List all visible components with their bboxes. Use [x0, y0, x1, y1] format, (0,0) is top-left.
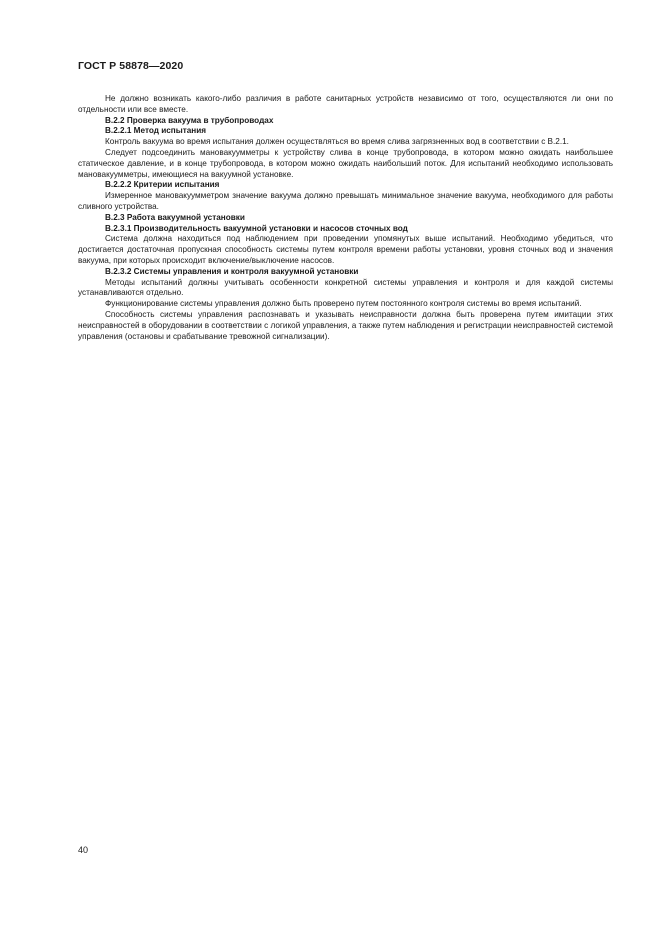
paragraph: Функционирование системы управления должно быть проверено путем постоянного контроля системы во время испытаний. [105, 299, 582, 309]
section-heading: В.2.3.2 Системы управления и контроля вакуумной установки [105, 266, 359, 276]
paragraph: Следует подсоединить мановакуумметры к устройству слива в конце трубопровода, в котором можно ожидать наибольшее статическое давление, и в конце трубопровода, в котором можно ожидать наибольший поток. Для испытаний необходимо использовать мановакуумметры, имеющиеся на вакуумной установке. [78, 147, 613, 179]
paragraph: Контроль вакуума во время испытания должен осуществляться во время слива загрязненных вод в соответствии с В.2.1. [105, 137, 569, 147]
paragraph: Не должно возникать какого-либо различия в работе санитарных устройств независимо от того, осуществляются ли они по отдельности или все вместе. [78, 94, 613, 114]
section-heading: В.2.3.1 Производительность вакуумной установки и насосов сточных вод [105, 223, 408, 233]
paragraph: Система должна находиться под наблюдением при проведении упомянутых выше испытаний. Необходимо убедиться, что достигается достаточная пропускная способность системы путем контроля времени работы установки, уровня сточных вод и значения вакуума, при которых происходит включение/выключение насосов. [78, 234, 613, 265]
page-number: 40 [78, 845, 89, 855]
paragraph: Методы испытаний должны учитывать особенности конкретной системы управления и контроля и для каждой системы устанавливаются отдельно. [78, 277, 613, 298]
section-heading: В.2.2 Проверка вакуума в трубопроводах [105, 115, 274, 125]
document-body [78, 94, 613, 342]
document-header: ГОСТ Р 58878—2020 [78, 60, 184, 72]
section-heading: В.2.3 Работа вакуумной установки [105, 212, 245, 222]
paragraph: Способность системы управления распознавать и указывать неисправности должна быть проверена путем имитации этих неисправностей в оборудовании в соответствии с логикой управления, а также путем наблюдения и регистрации неисправностей системой управления (остановы и срабатывание тревожной сигнализации). [78, 309, 613, 341]
paragraph: Измеренное мановакуумметром значение вакуума должно превышать минимальное значение вакуума, необходимого для работы сливного устройства. [78, 191, 613, 211]
section-heading: В.2.2.1 Метод испытания [105, 126, 207, 136]
section-heading: В.2.2.2 Критерии испытания [105, 180, 220, 190]
